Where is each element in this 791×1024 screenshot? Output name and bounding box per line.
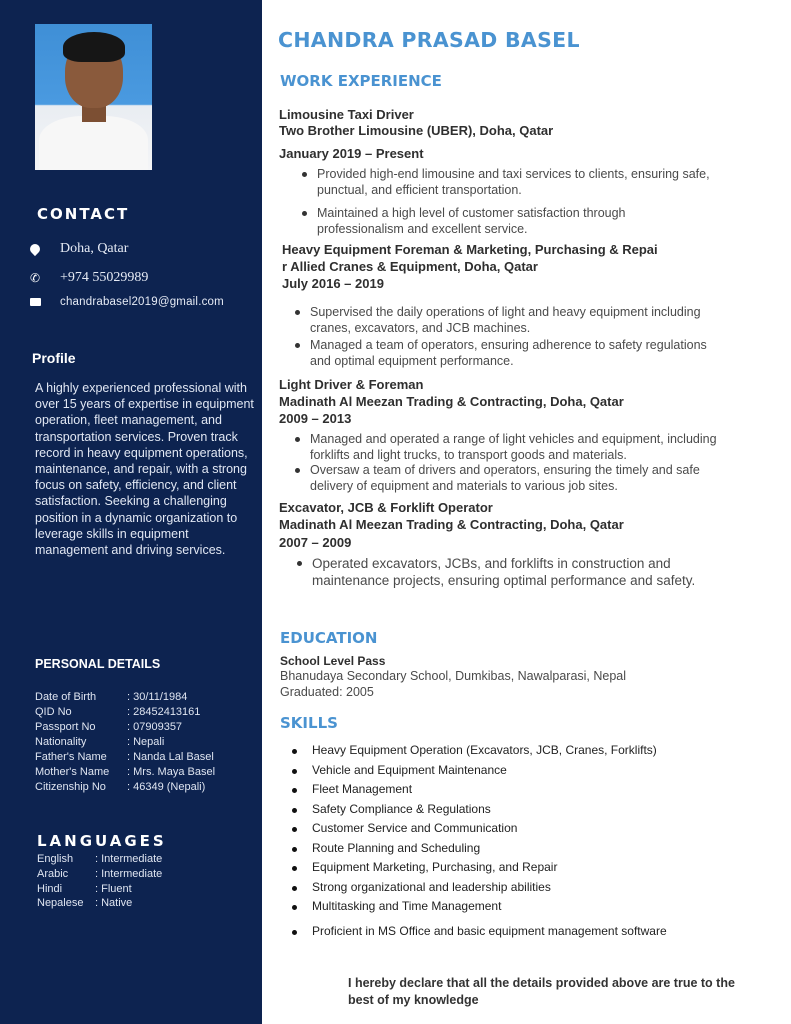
- job-dates: 2009 – 2013: [279, 411, 352, 426]
- contact-heading: CONTACT: [37, 205, 130, 223]
- job-company: r Allied Cranes & Equipment, Doha, Qatar: [282, 259, 538, 274]
- contact-email[interactable]: [28, 295, 224, 309]
- job-bullet: Oversaw a team of drivers and operators, ensuring the timely and safe delivery of equipment and materials to various job sites.: [310, 462, 735, 495]
- personal-row: [35, 705, 215, 720]
- job-bullet: Maintained a high level of customer satisfaction through professionalism and excellent service.: [317, 205, 707, 238]
- job-role: Excavator, JCB & Forklift Operator: [279, 500, 493, 515]
- personal-row: [35, 780, 215, 795]
- education-school: Bhanudaya Secondary School, Dumkibas, Nawalparasi, Nepal: [280, 669, 627, 683]
- language-row: [37, 852, 162, 867]
- personal-label: Citizenship No: [35, 781, 106, 793]
- skill-item: Multitasking and Time Management: [312, 897, 667, 917]
- personal-label: QID No: [35, 706, 72, 718]
- personal-label: Mother's Name: [35, 766, 110, 778]
- language-name: English: [37, 853, 74, 865]
- sidebar: [0, 0, 262, 1024]
- language-name: Nepalese: [37, 897, 84, 910]
- job-company: Two Brother Limousine (UBER), Doha, Qatar: [279, 123, 554, 138]
- job-role: Limousine Taxi Driver: [279, 107, 414, 122]
- languages-table: [37, 852, 162, 911]
- personal-label: Passport No: [35, 721, 96, 733]
- personal-value: : 07909357: [127, 721, 183, 733]
- language-row: [37, 867, 162, 882]
- declaration-text: I hereby declare that all the details provided above are true to the best of my knowledge: [348, 976, 735, 1007]
- skills-list: [312, 741, 667, 941]
- personal-value: : Nepali: [127, 736, 165, 748]
- skill-item: Heavy Equipment Operation (Excavators, JCB, Cranes, Forklifts): [312, 741, 667, 761]
- personal-details-table: [35, 690, 215, 795]
- contact-location: [28, 241, 128, 257]
- education-level: School Level Pass: [280, 654, 386, 668]
- language-level: : Intermediate: [95, 867, 163, 880]
- skill-item: Proficient in MS Office and basic equipment management software: [312, 922, 667, 942]
- personal-row: [35, 735, 215, 750]
- skill-item: Safety Compliance & Regulations: [312, 800, 667, 820]
- personal-row: [35, 720, 215, 735]
- skill-item: Vehicle and Equipment Maintenance: [312, 761, 667, 781]
- candidate-name: CHANDRA PRASAD BASEL: [278, 28, 580, 52]
- personal-value: : 28452413161: [127, 706, 201, 718]
- profile-photo: [35, 24, 152, 170]
- language-level: : Intermediate: [95, 853, 163, 865]
- personal-label: Father's Name: [35, 751, 107, 763]
- job-company: Madinath Al Meezan Trading & Contracting, Doha, Qatar: [279, 394, 624, 409]
- work-experience-heading: WORK EXPERIENCE: [280, 72, 442, 90]
- personal-row: [35, 765, 215, 780]
- personal-row: [35, 750, 215, 765]
- skills-heading: SKILLS: [280, 714, 338, 732]
- photo-hair: [63, 32, 125, 62]
- language-level: : Native: [95, 897, 133, 910]
- job-bullet: Provided high-end limousine and taxi services to clients, ensuring safe, punctual, and efficient transportation.: [317, 166, 732, 199]
- language-level: : Fluent: [95, 882, 132, 895]
- job-dates: January 2019 – Present: [279, 146, 424, 161]
- personal-label: Date of Birth: [35, 691, 97, 703]
- phone-icon: ✆: [29, 271, 41, 285]
- photo-shirt: [39, 116, 148, 170]
- personal-value: : Nanda Lal Basel: [127, 751, 214, 763]
- language-row: [37, 896, 162, 911]
- skill-item: Route Planning and Scheduling: [312, 839, 667, 859]
- skill-item: Customer Service and Communication: [312, 819, 667, 839]
- contact-phone: [28, 270, 148, 286]
- personal-details-heading: PERSONAL DETAILS: [35, 657, 161, 671]
- job-role: Light Driver & Foreman: [279, 377, 424, 392]
- job-role: Heavy Equipment Foreman & Marketing, Purchasing & Repai: [282, 242, 658, 257]
- phone-text: +974 55029989: [60, 270, 149, 285]
- email-icon: [28, 295, 42, 309]
- job-bullet: Managed a team of operators, ensuring adherence to safety regulations and optimal equipment performance.: [310, 337, 720, 370]
- job-bullet: Operated excavators, JCBs, and forklifts in construction and maintenance projects, ensuring optimal performance and safety.: [312, 555, 732, 589]
- education-heading: EDUCATION: [280, 629, 378, 647]
- job-bullet: Managed and operated a range of light vehicles and equipment, including forklifts and light trucks, to transport goods and materials.: [310, 431, 735, 464]
- location-text: Doha, Qatar: [60, 241, 129, 256]
- language-name: Hindi: [37, 882, 63, 895]
- skill-item: Strong organizational and leadership abilities: [312, 878, 667, 898]
- personal-row: [35, 690, 215, 705]
- profile-heading: Profile: [32, 350, 76, 366]
- email-text[interactable]: chandrabasel2019@gmail.com: [60, 296, 224, 308]
- education-graduated: Graduated: 2005: [280, 685, 374, 699]
- job-dates: July 2016 – 2019: [282, 276, 384, 291]
- language-name: Arabic: [37, 867, 69, 880]
- personal-value: : Mrs. Maya Basel: [127, 766, 216, 778]
- location-pin-icon: [28, 242, 42, 256]
- job-dates: 2007 – 2009: [279, 535, 352, 550]
- profile-summary: A highly experienced professional with over 15 years of expertise in equipment operation, fleet management, and transportation services. Proven track record in heavy equipment operations, maintenance, and repair, with a strong focus on safety, efficiency, and client satisfaction. Seeking a challenging position in a dynamic organization to leverage skills in equipment management and driving services.: [35, 381, 254, 558]
- skill-item: Fleet Management: [312, 780, 667, 800]
- job-company: Madinath Al Meezan Trading & Contracting, Doha, Qatar: [279, 517, 624, 532]
- personal-value: : 46349 (Nepali): [127, 781, 206, 793]
- languages-heading: LANGUAGES: [37, 832, 167, 850]
- language-row: [37, 882, 162, 897]
- personal-value: : 30/11/1984: [127, 691, 188, 703]
- skill-item: Equipment Marketing, Purchasing, and Repair: [312, 858, 667, 878]
- personal-label: Nationality: [35, 736, 87, 748]
- job-bullet: Supervised the daily operations of light and heavy equipment including cranes, excavators, and JCB machines.: [310, 304, 720, 337]
